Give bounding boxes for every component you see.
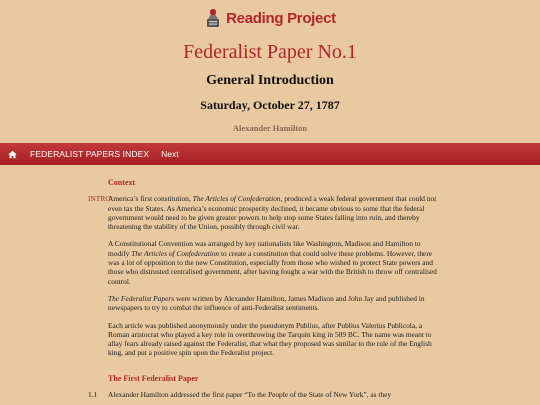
nav-home-button[interactable] — [0, 150, 24, 159]
section-spacer — [108, 366, 438, 374]
article-content — [88, 178, 438, 405]
publication-date: Saturday, October 27, 1787 — [200, 98, 340, 112]
section-heading-first-paper: The First Federalist Paper — [108, 373, 199, 383]
site-logo[interactable] — [0, 8, 540, 28]
paragraph-text: to create a constitution that could solve these problems. However, there was a lot of opposition to the new Constitution, especially from those who wished to protect State powers and those who distrusted centralised government, after having fought a war with the British to throw off centralised control. — [108, 248, 437, 286]
book-title: The Federalist Papers — [108, 293, 175, 303]
paragraph-1-1 — [88, 390, 438, 400]
paragraph-text: America’s first constitution, — [108, 194, 193, 204]
paragraph-text: A Constitutional Convention was arranged by key nationalists like Washington, Madison and Hamilton to modify — [108, 239, 421, 258]
page-subtitle: General Introduction — [206, 73, 334, 88]
nav-next-link[interactable]: Next — [161, 149, 179, 159]
home-icon — [8, 150, 17, 159]
page-title: Federalist Paper No.1 — [183, 41, 357, 63]
paragraph-publius — [108, 321, 438, 358]
reading-logo-icon — [204, 8, 222, 28]
nav-index-link[interactable]: FEDERALIST PAPERS INDEX — [30, 149, 150, 159]
book-title: The Articles of Confederation — [131, 248, 220, 258]
section-heading-context: Context — [108, 178, 136, 187]
paragraph-label-1-1[interactable]: 1.1 — [88, 390, 98, 400]
paragraph-intro — [88, 194, 438, 232]
paragraph-label-intro[interactable]: INTRO — [88, 194, 111, 204]
book-title: The Articles of Confederation — [192, 194, 281, 204]
site-logo-text: Reading Project — [226, 9, 336, 27]
paragraph-federalist-papers — [108, 294, 438, 313]
paragraph-text: were written by Alexander Hamilton, James Madison and John Jay and published in newspapers to try to combat the influence of anti-Federalist sentiments. — [108, 293, 425, 313]
nav-bar — [0, 143, 540, 165]
paragraph-text: Each article was published anonymously under the pseudonym Publius, after Publius Valerius Publicola, a Roman aristocrat who played a key role in overthrowing the Tarquin king in 509 BC. The name was meant to allay fears already raised against the Federalist, that what they proposed was similar to the rule of the English king, and put a positive spin upon the Federalist project. — [108, 320, 432, 358]
paragraph-text: , produced a weak federal government that could not even tax the States. As America’s economic prosperity declined, it became obvious to some that the federal government would need to be given greater powers to help stop some States falling into ruin, and thereby threatening the stability of the Union, possibly through civil war. — [108, 194, 437, 232]
paragraph-convention — [108, 239, 438, 285]
author-name: Alexander Hamilton — [232, 123, 308, 133]
paragraph-text: Alexander Hamilton addressed the first paper “To the People of the State of New York”, as they — [108, 390, 392, 400]
